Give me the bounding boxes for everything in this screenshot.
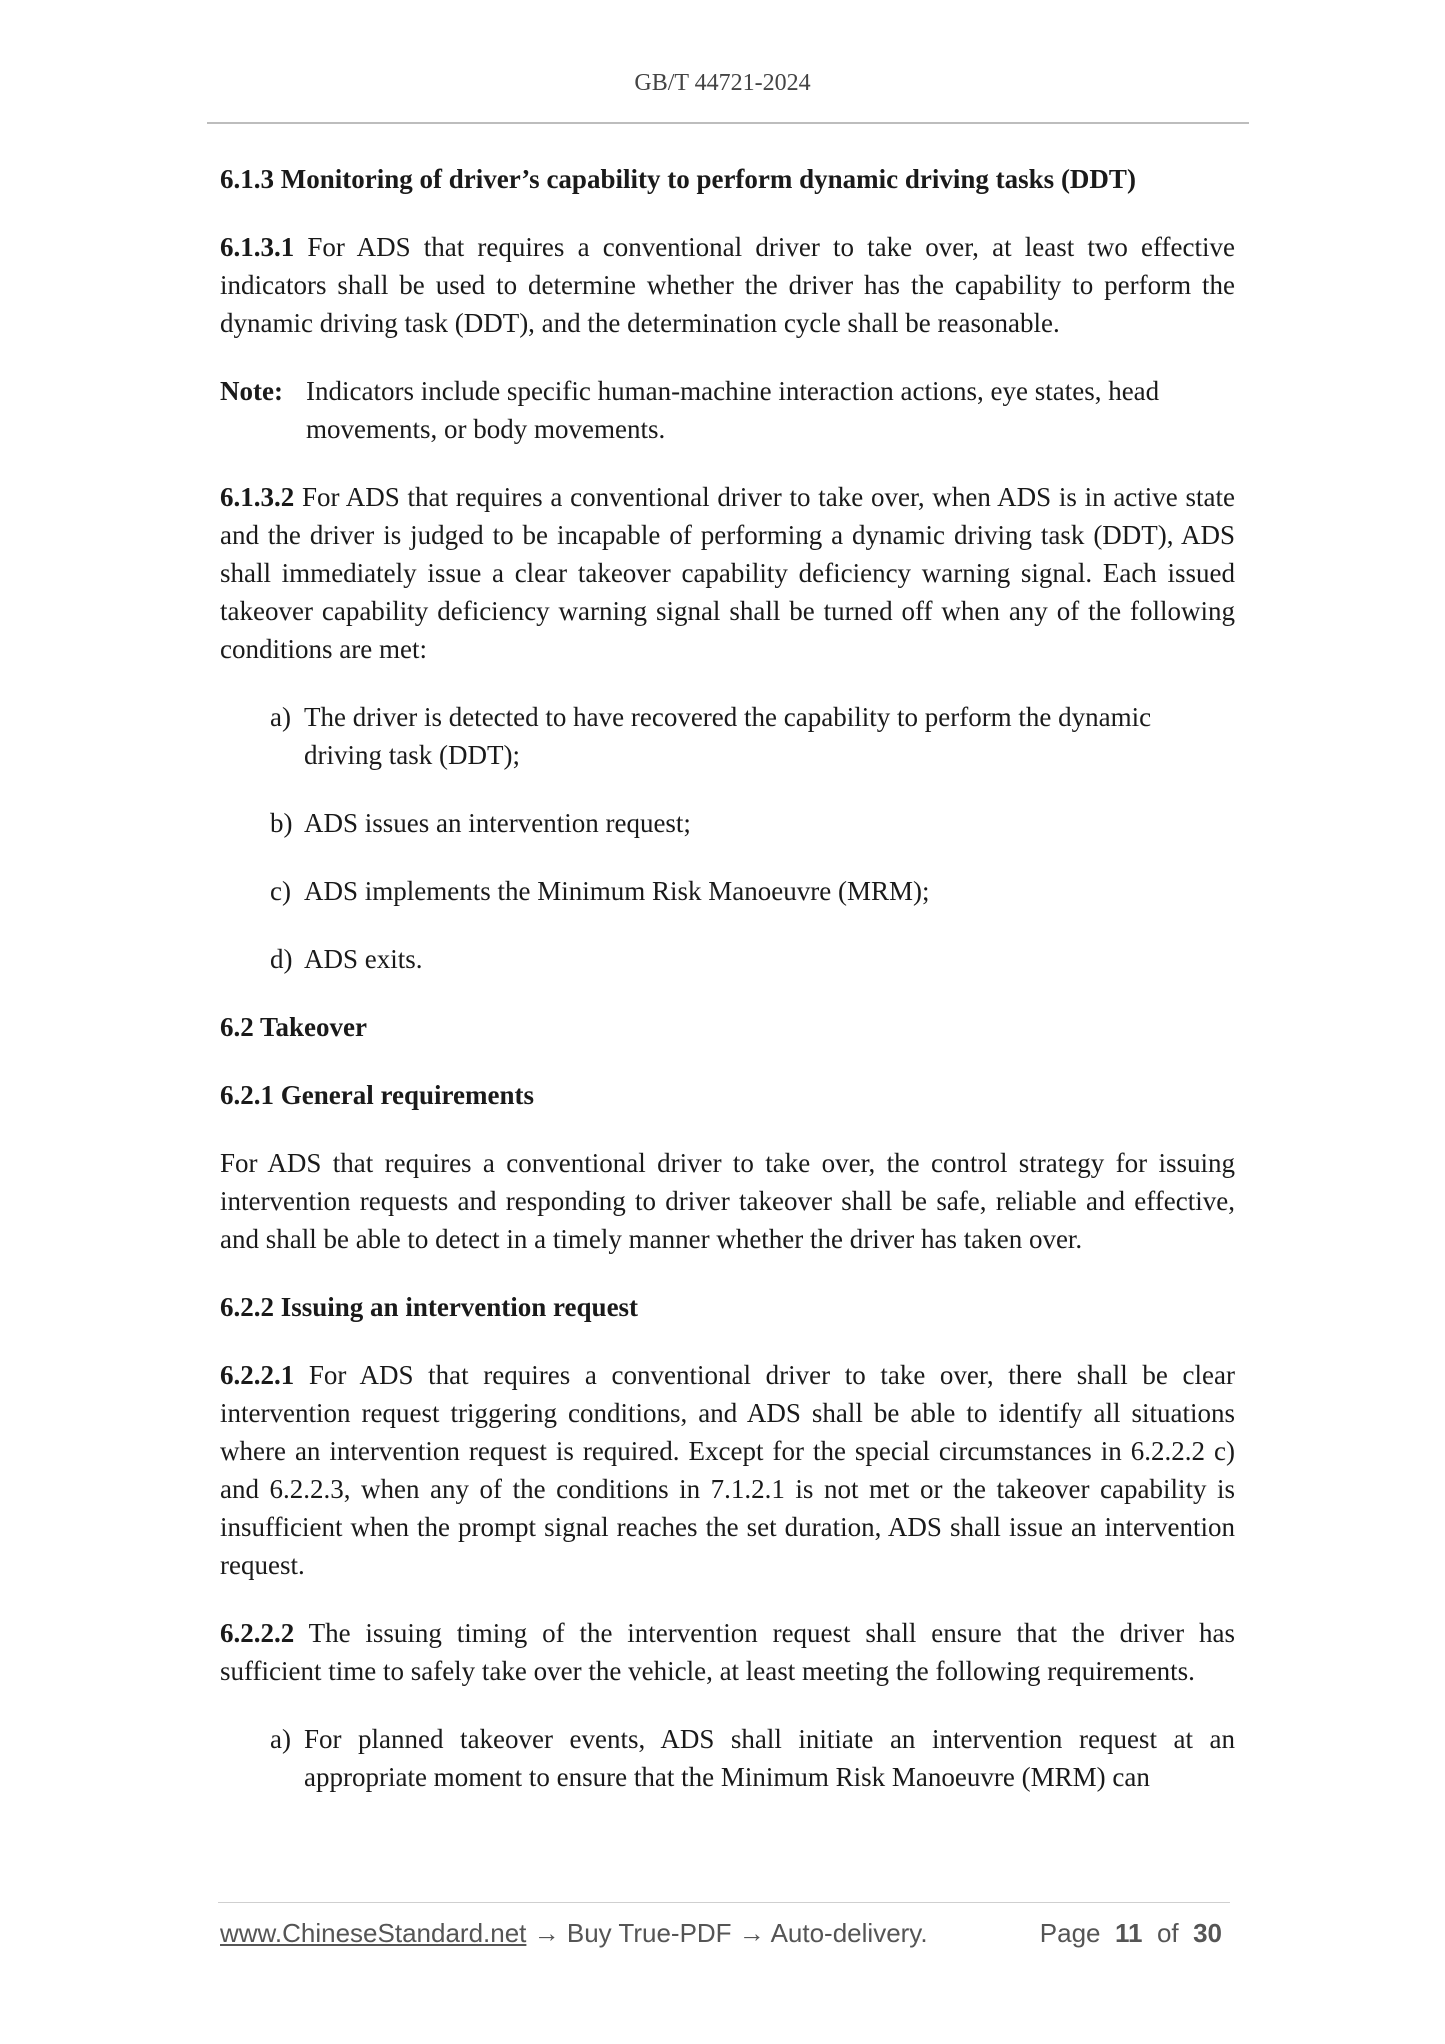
list-text: For planned takeover events, ADS shall initiate an intervention request at an appropriate moment to ensure that the Minimum Risk Manoeuvre (MRM) can bbox=[304, 1724, 1235, 1792]
clause-number: 6.2.2.2 bbox=[220, 1618, 295, 1648]
clause-text: For ADS that requires a conventional driver to take over, when ADS is in active state and the driver is judged to be incapable of performing a dynamic driving task (DDT), ADS shall immediately issue a clear takeover capability deficiency warning signal. Each issued takeover capability deficiency warning signal shall be turned off when any of the following conditions are met: bbox=[220, 482, 1235, 664]
list-item bbox=[270, 940, 1235, 978]
list-item bbox=[270, 1720, 1235, 1796]
list-item bbox=[270, 698, 1235, 774]
page-number: 11 bbox=[1114, 1918, 1143, 1948]
clause-text: For ADS that requires a conventional driver to take over, at least two effective indicators shall be used to determine whether the driver has the capability to perform the dynamic driving task (DDT), and the determination cycle shall be reasonable. bbox=[220, 232, 1235, 338]
clause-text: For ADS that requires a conventional driver to take over, there shall be clear intervention request triggering conditions, and ADS shall be able to identify all situations where an intervention request is required. Except for the special circumstances in 6.2.2.2 c) and 6.2.2.3, when any of the conditions in 7.1.2.1 is not met or the takeover capability is insufficient when the prompt signal reaches the set duration, ADS shall issue an intervention request. bbox=[220, 1360, 1235, 1580]
heading-6-1-3: 6.1.3 Monitoring of driver’s capability to perform dynamic driving tasks (DDT) bbox=[220, 164, 1136, 194]
of-label: of bbox=[1156, 1918, 1179, 1948]
list-marker: b) bbox=[270, 808, 293, 838]
clause-text: The issuing timing of the intervention request shall ensure that the driver has sufficient time to safely take over the vehicle, at least meeting the following requirements. bbox=[220, 1618, 1235, 1686]
note-label: Note: bbox=[220, 376, 283, 406]
footer-tagline: → Buy True-PDF → Auto-delivery. bbox=[526, 1918, 928, 1948]
paragraph-6-1-3-1 bbox=[220, 228, 1235, 342]
clause-number: 6.2.2.1 bbox=[220, 1360, 295, 1390]
heading-6-2-2: 6.2.2 Issuing an intervention request bbox=[220, 1292, 639, 1322]
header-divider bbox=[207, 122, 1249, 124]
list-text: ADS exits. bbox=[304, 944, 423, 974]
list-item bbox=[270, 872, 1235, 910]
document-code-header: GB/T 44721-2024 bbox=[634, 70, 811, 96]
document-body bbox=[220, 154, 1235, 1796]
footer-promo bbox=[220, 1918, 928, 1949]
list-marker: a) bbox=[270, 702, 291, 732]
list-text: The driver is detected to have recovered the capability to perform the dynamic driving task (DDT); bbox=[304, 702, 1152, 770]
footer-divider bbox=[218, 1902, 1230, 1903]
clause-number: 6.1.3.1 bbox=[220, 232, 295, 262]
list-text: ADS implements the Minimum Risk Manoeuvre (MRM); bbox=[304, 876, 930, 906]
clause-number: 6.1.3.2 bbox=[220, 482, 295, 512]
note-block bbox=[220, 372, 1235, 448]
website-link[interactable]: www.ChineseStandard.net bbox=[220, 1918, 527, 1948]
list-marker: d) bbox=[270, 944, 293, 974]
note-text: Indicators include specific human-machine interaction actions, eye states, head movements, or body movements. bbox=[306, 376, 1160, 444]
list-marker: a) bbox=[270, 1724, 291, 1754]
page-label: Page bbox=[1039, 1918, 1101, 1948]
list-text: ADS issues an intervention request; bbox=[304, 808, 691, 838]
paragraph-6-2-1: For ADS that requires a conventional driver to take over, the control strategy for issuing intervention requests and responding to driver takeover shall be safe, reliable and effective, and shall be able to detect in a timely manner whether the driver has taken over. bbox=[220, 1148, 1235, 1254]
heading-6-2: 6.2 Takeover bbox=[220, 1012, 368, 1042]
list-item bbox=[270, 804, 1235, 842]
page-counter bbox=[1040, 1918, 1222, 1949]
paragraph-6-2-2-2 bbox=[220, 1614, 1235, 1690]
heading-6-2-1: 6.2.1 General requirements bbox=[220, 1080, 534, 1110]
list-marker: c) bbox=[270, 876, 291, 906]
paragraph-6-2-2-1 bbox=[220, 1356, 1235, 1584]
page-total: 30 bbox=[1193, 1918, 1222, 1948]
paragraph-6-1-3-2 bbox=[220, 478, 1235, 668]
